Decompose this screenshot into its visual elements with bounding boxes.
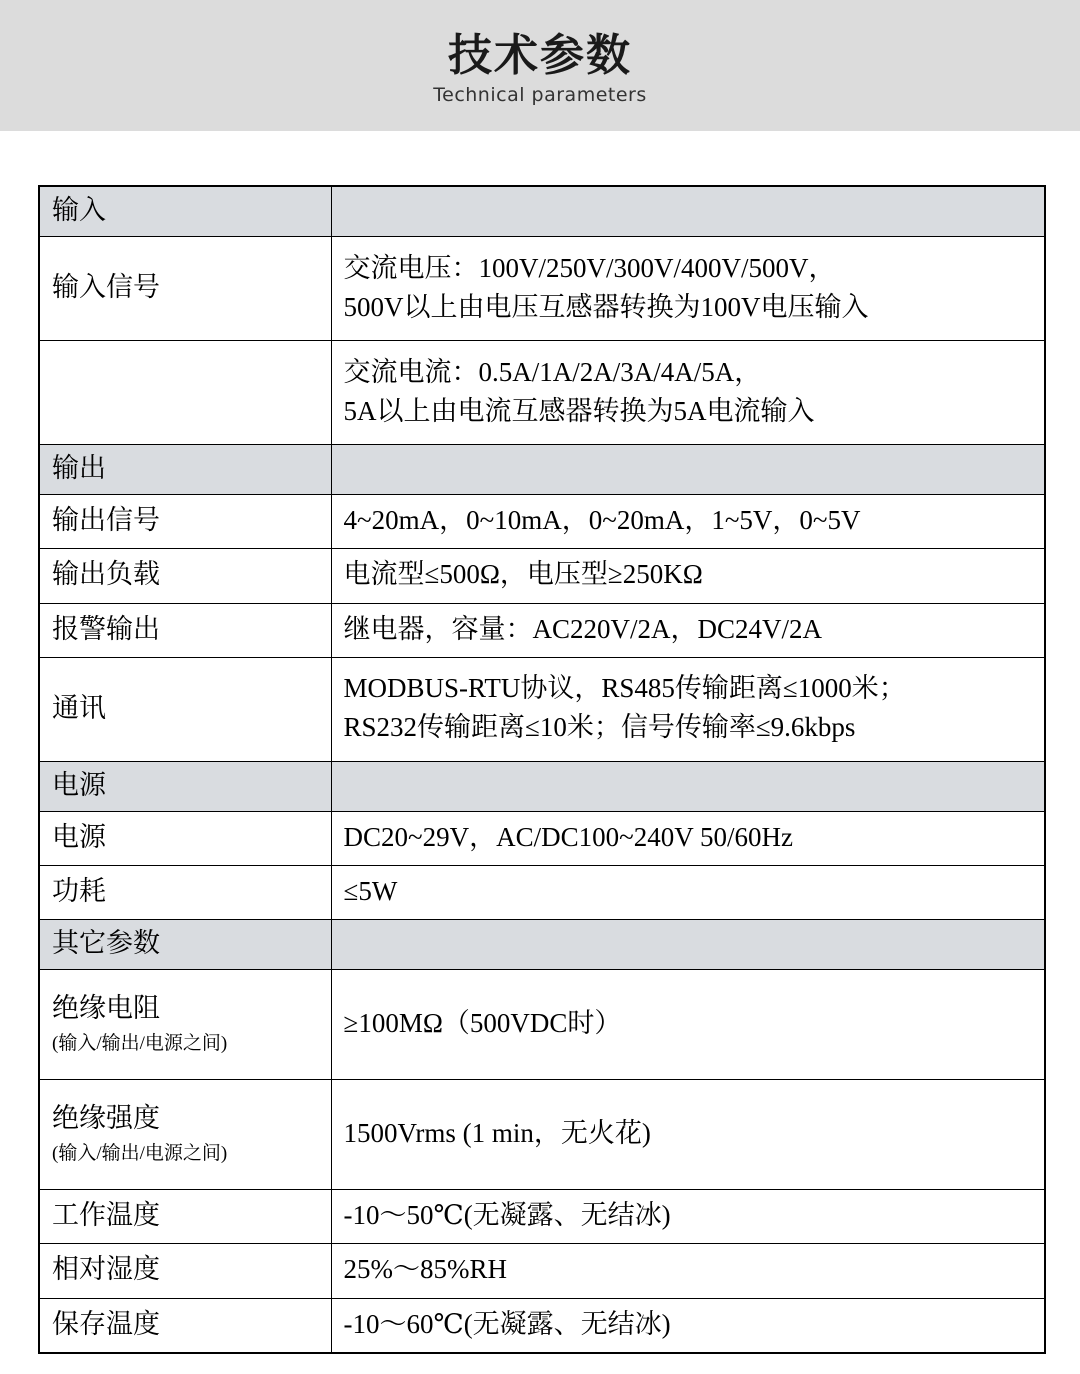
row-label xyxy=(39,970,331,1080)
table-row xyxy=(39,970,1045,1080)
table-row xyxy=(39,920,1045,970)
row-label: 报警输出 xyxy=(39,603,331,657)
row-value: -10～50℃(无凝露、无结冰) xyxy=(331,1190,1045,1244)
section-value xyxy=(331,920,1045,970)
section-label: 输入 xyxy=(39,186,331,237)
table-row xyxy=(39,341,1045,445)
spec-table-container xyxy=(0,131,1080,1374)
section-value xyxy=(331,761,1045,811)
row-value-line1: MODBUS-RTU协议，RS485传输距离≤1000米； xyxy=(343,673,906,704)
row-label: 保存温度 xyxy=(39,1298,331,1353)
row-value: 25%～85%RH xyxy=(331,1244,1045,1298)
table-row xyxy=(39,445,1045,495)
row-value xyxy=(331,341,1045,445)
row-value-line2: 500V以上由电压互感器转换为100V电压输入 xyxy=(343,291,869,322)
table-row xyxy=(39,603,1045,657)
row-label: 输入信号 xyxy=(39,237,331,341)
row-label xyxy=(39,341,331,445)
table-row xyxy=(39,549,1045,603)
table-row xyxy=(39,1190,1045,1244)
page-header xyxy=(0,0,1080,131)
row-label: 输出负载 xyxy=(39,549,331,603)
section-label: 输出 xyxy=(39,445,331,495)
row-value: 电流型≤500Ω，电压型≥250KΩ xyxy=(331,549,1045,603)
row-value: ≥100MΩ（500VDC时） xyxy=(331,970,1045,1080)
row-value: DC20~29V，AC/DC100~240V 50/60Hz xyxy=(331,811,1045,865)
table-row xyxy=(39,495,1045,549)
table-row xyxy=(39,1298,1045,1353)
row-value: 4~20mA，0~10mA，0~20mA，1~5V，0~5V xyxy=(331,495,1045,549)
row-value: 继电器，容量：AC220V/2A，DC24V/2A xyxy=(331,603,1045,657)
section-label: 其它参数 xyxy=(39,920,331,970)
spec-table-body xyxy=(39,186,1045,1353)
section-value xyxy=(331,445,1045,495)
table-row xyxy=(39,657,1045,761)
table-row xyxy=(39,186,1045,237)
table-row xyxy=(39,761,1045,811)
table-row xyxy=(39,1244,1045,1298)
technical-parameters-table xyxy=(38,185,1046,1354)
row-label-note: (输入/输出/电源之间) xyxy=(52,1143,228,1165)
row-value-line1: 交流电压：100V/250V/300V/400V/500V， xyxy=(343,252,836,283)
row-label: 工作温度 xyxy=(39,1190,331,1244)
page-title: 技术参数 xyxy=(448,30,632,82)
table-row xyxy=(39,865,1045,919)
table-row xyxy=(39,1080,1045,1190)
row-label-text: 绝缘电阻 xyxy=(52,992,160,1023)
row-value-line2: 5A以上由电流互感器转换为5A电流输入 xyxy=(343,395,815,426)
row-label xyxy=(39,1080,331,1190)
row-label: 通讯 xyxy=(39,657,331,761)
section-value xyxy=(331,186,1045,237)
table-row xyxy=(39,811,1045,865)
row-label-note: (输入/输出/电源之间) xyxy=(52,1033,228,1055)
row-value: ≤5W xyxy=(331,865,1045,919)
row-value: 1500Vrms (1 min，无火花) xyxy=(331,1080,1045,1190)
page-subtitle: Technical parameters xyxy=(433,83,647,106)
row-label: 电源 xyxy=(39,811,331,865)
row-value: -10～60℃(无凝露、无结冰) xyxy=(331,1298,1045,1353)
row-label-text: 绝缘强度 xyxy=(52,1102,160,1133)
section-label: 电源 xyxy=(39,761,331,811)
row-label: 功耗 xyxy=(39,865,331,919)
table-row xyxy=(39,237,1045,341)
row-label: 输出信号 xyxy=(39,495,331,549)
row-value xyxy=(331,657,1045,761)
row-label: 相对湿度 xyxy=(39,1244,331,1298)
row-value-line1: 交流电流：0.5A/1A/2A/3A/4A/5A， xyxy=(343,356,762,387)
row-value-line2: RS232传输距离≤10米；信号传输率≤9.6kbps xyxy=(343,712,856,743)
row-value xyxy=(331,237,1045,341)
